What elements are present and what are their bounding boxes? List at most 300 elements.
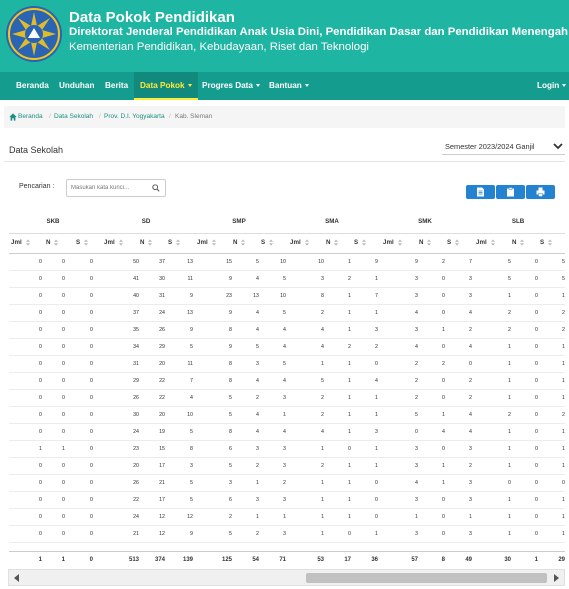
total-cell-smk-jml: 57 (411, 557, 418, 563)
table-cell-sd-jml: 30 (133, 412, 139, 418)
table-cell-skb-s: 0 (90, 259, 93, 265)
table-cell-sma-s: 1 (375, 395, 378, 401)
table-row[interactable] (9, 458, 565, 475)
table-cell-skb-jml: 0 (39, 259, 42, 265)
table-cell-skb-n: 0 (62, 259, 65, 265)
table-cell-skb-n: 0 (62, 395, 65, 401)
table-cell-skb-s: 0 (90, 429, 93, 435)
table-cell-skb-s: 0 (90, 344, 93, 350)
total-cell-sd-jml: 513 (128, 557, 139, 563)
table-cell-sd-s: 4 (190, 395, 193, 401)
column-header-slb-s[interactable] (540, 239, 553, 246)
total-cell-skb-n: 1 (61, 557, 65, 563)
table-cell-sma-jml: 4 (321, 344, 324, 350)
nav-bantuan[interactable] (269, 72, 309, 100)
table-cell-sma-jml: 2 (321, 463, 324, 469)
sort-icon (25, 239, 31, 246)
table-cell-smp-jml: 3 (229, 480, 232, 486)
table-cell-smp-jml: 6 (229, 446, 232, 452)
table-cell-slb-n: 0 (535, 293, 538, 299)
table-cell-slb-jml: 1 (508, 463, 511, 469)
table-cell-smk-s: 4 (469, 412, 472, 418)
column-header-label: N (140, 239, 145, 247)
table-cell-smk-jml: 3 (415, 327, 418, 333)
site-header (0, 0, 569, 72)
table-cell-smp-n: 4 (256, 327, 259, 333)
table-cell-slb-jml: 1 (508, 531, 511, 537)
chevron-down-icon (256, 84, 260, 87)
nav-progres-data[interactable] (202, 72, 260, 100)
column-header-label: S (261, 239, 266, 247)
breadcrumb-provinsi[interactable]: Prov. D.I. Yogyakarta (104, 113, 165, 120)
table-cell-skb-jml: 0 (39, 310, 42, 316)
table-cell-skb-n: 0 (62, 293, 65, 299)
table-cell-skb-s: 0 (90, 361, 93, 367)
search-input[interactable] (71, 182, 149, 194)
table-row[interactable] (9, 475, 565, 492)
table-cell-slb-n: 0 (535, 446, 538, 452)
chevron-down-icon (562, 84, 566, 87)
section-divider (4, 161, 565, 162)
column-header-smk-jml[interactable] (383, 239, 403, 246)
table-cell-smk-n: 0 (442, 293, 445, 299)
table-cell-slb-n: 0 (535, 361, 538, 367)
table-cell-sd-jml: 26 (133, 480, 139, 486)
table-cell-skb-jml: 0 (39, 531, 42, 537)
table-cell-slb-s: 2 (562, 327, 565, 333)
table-cell-smk-n: 0 (442, 531, 445, 537)
table-cell-skb-n: 0 (62, 327, 65, 333)
table-cell-skb-s: 0 (90, 310, 93, 316)
table-cell-slb-n: 0 (535, 276, 538, 282)
table-cell-sd-n: 20 (159, 412, 165, 418)
table-cell-sd-n: 22 (159, 378, 165, 384)
scroll-left-arrow-icon[interactable] (14, 574, 19, 582)
table-row[interactable] (9, 526, 565, 543)
column-header-slb-jml[interactable] (476, 239, 496, 246)
table-cell-sd-s: 5 (190, 429, 193, 435)
table-cell-slb-n: 0 (535, 463, 538, 469)
table-cell-sd-s: 5 (190, 497, 193, 503)
table-cell-sma-s: 1 (375, 412, 378, 418)
column-header-label: Jml (197, 239, 208, 247)
table-cell-sd-s: 9 (190, 293, 193, 299)
table-cell-slb-s: 2 (562, 412, 565, 418)
table-cell-smp-n: 1 (256, 514, 259, 520)
table-cell-sma-n: 1 (348, 463, 351, 469)
table-cell-sd-s: 12 (187, 514, 193, 520)
table-cell-slb-jml: 1 (508, 293, 511, 299)
table-cell-skb-n: 0 (62, 463, 65, 469)
table-cell-sma-s: 7 (375, 293, 378, 299)
table-cell-slb-jml: 1 (508, 446, 511, 452)
column-header-label: Jml (476, 239, 487, 247)
chevron-down-icon (553, 142, 563, 150)
table-cell-smp-jml: 15 (226, 259, 232, 265)
total-cell-smp-jml: 125 (221, 557, 232, 563)
semester-selected-value: Semester 2023/2024 Ganjil (445, 142, 535, 151)
table-cell-smp-n: 4 (256, 276, 259, 282)
column-header-smk-n[interactable] (419, 239, 432, 246)
table-cell-smp-jml: 9 (229, 310, 232, 316)
table-cell-smk-n: 0 (442, 378, 445, 384)
table-cell-skb-jml: 0 (39, 412, 42, 418)
table-cell-sma-s: 1 (375, 531, 378, 537)
total-cell-sma-s: 36 (371, 557, 378, 563)
table-cell-smp-s: 1 (283, 412, 286, 418)
table-row[interactable] (9, 356, 565, 373)
sort-icon (547, 239, 553, 246)
table-cell-skb-s: 0 (90, 480, 93, 486)
table-cell-skb-s: 0 (90, 531, 93, 537)
breadcrumb-data-sekolah[interactable]: Data Sekolah (54, 113, 94, 120)
column-header-slb-n[interactable] (512, 239, 525, 246)
table-cell-smk-n: 0 (442, 310, 445, 316)
search-label: Pencarian : (19, 183, 55, 190)
column-header-label: N (46, 239, 51, 247)
table-cell-smk-s: 2 (469, 378, 472, 384)
table-cell-smk-s: 2 (469, 395, 472, 401)
column-header-sma-jml[interactable] (290, 239, 310, 246)
column-header-skb-n[interactable] (46, 239, 59, 246)
table-cell-smk-jml: 3 (415, 463, 418, 469)
table-row[interactable] (9, 305, 565, 322)
total-cell-smk-n: 8 (441, 557, 445, 563)
column-header-label: N (419, 239, 424, 247)
breadcrumb-beranda[interactable]: Beranda (18, 113, 43, 120)
table-cell-slb-s: 1 (562, 344, 565, 350)
total-cell-sma-n: 17 (344, 557, 351, 563)
breadcrumb-kabupaten: Kab. Sleman (175, 113, 213, 120)
table-cell-skb-s: 0 (90, 514, 93, 520)
table-cell-smk-s: 3 (469, 446, 472, 452)
column-header-smp-n[interactable] (233, 239, 246, 246)
table-cell-sd-n: 37 (159, 259, 165, 265)
table-cell-smp-jml: 5 (229, 463, 232, 469)
table-cell-skb-s: 0 (90, 446, 93, 452)
table-cell-sd-jml: 21 (133, 531, 139, 537)
table-cell-smp-s: 2 (283, 480, 286, 486)
table-cell-sma-n: 1 (348, 480, 351, 486)
table-cell-sd-n: 12 (159, 531, 165, 537)
table-cell-slb-jml: 2 (508, 327, 511, 333)
table-cell-sma-n: 1 (348, 395, 351, 401)
table-cell-sma-n: 1 (348, 361, 351, 367)
column-header-sd-n[interactable] (140, 239, 153, 246)
table-cell-sd-jml: 23 (133, 446, 139, 452)
table-row[interactable] (9, 441, 565, 458)
table-cell-slb-n: 0 (535, 395, 538, 401)
table-cell-sma-n: 1 (348, 497, 351, 503)
table-cell-smp-s: 3 (283, 531, 286, 537)
table-cell-smp-s: 3 (283, 463, 286, 469)
table-cell-skb-s: 0 (90, 497, 93, 503)
table-cell-smk-s: 0 (469, 361, 472, 367)
table-cell-smk-n: 1 (442, 463, 445, 469)
table-row[interactable] (9, 271, 565, 288)
column-header-smk-s[interactable] (447, 239, 460, 246)
column-header-smp-jml[interactable] (197, 239, 217, 246)
table-cell-sma-jml: 1 (321, 361, 324, 367)
table-cell-sma-jml: 2 (321, 412, 324, 418)
table-cell-skb-jml: 0 (39, 276, 42, 282)
table-row[interactable] (9, 373, 565, 390)
table-cell-sd-s: 5 (190, 344, 193, 350)
table-cell-slb-s: 1 (562, 361, 565, 367)
table-cell-sma-n: 2 (348, 276, 351, 282)
table-cell-smk-s: 4 (469, 344, 472, 350)
table-cell-slb-jml: 1 (508, 514, 511, 520)
table-cell-sma-n: 1 (348, 378, 351, 384)
group-header-sma: SMA (325, 218, 339, 225)
scroll-right-arrow-icon[interactable] (554, 574, 559, 582)
sort-icon (304, 239, 310, 246)
table-cell-slb-n: 0 (535, 412, 538, 418)
table-cell-smp-jml: 5 (229, 395, 232, 401)
table-row[interactable] (9, 254, 565, 271)
table-cell-skb-s: 0 (90, 327, 93, 333)
table-row[interactable] (9, 492, 565, 509)
section-title: Data Sekolah (9, 145, 64, 155)
column-header-label: S (168, 239, 173, 247)
table-cell-sma-s: 2 (375, 344, 378, 350)
table-cell-smk-s: 3 (469, 480, 472, 486)
table-row[interactable] (9, 322, 565, 339)
table-cell-smk-s: 2 (469, 327, 472, 333)
column-header-smp-s[interactable] (261, 239, 274, 246)
table-cell-sma-jml: 1 (321, 480, 324, 486)
table-cell-sd-n: 26 (159, 327, 165, 333)
table-cell-smk-s: 3 (469, 276, 472, 282)
sort-icon (397, 239, 403, 246)
print-button[interactable] (526, 185, 555, 199)
table-cell-slb-n: 0 (535, 480, 538, 486)
table-cell-smp-n: 4 (256, 378, 259, 384)
directorate-name: Direktorat Jenderal Pendidikan Anak Usia Dini, Pendidikan Dasar dan Pendidikan Menengah (69, 26, 569, 38)
table-cell-sma-s: 0 (375, 480, 378, 486)
table-cell-sd-n: 19 (159, 429, 165, 435)
table-cell-sma-n: 1 (348, 293, 351, 299)
table-cell-sd-s: 10 (187, 412, 193, 418)
sort-icon (211, 239, 217, 246)
column-header-sd-jml[interactable] (104, 239, 124, 246)
table-cell-slb-n: 0 (535, 344, 538, 350)
table-cell-slb-s: 1 (562, 429, 565, 435)
table-cell-smk-jml: 4 (415, 310, 418, 316)
table-cell-smk-s: 1 (469, 514, 472, 520)
table-cell-smp-n: 13 (253, 293, 259, 299)
nav-login-label: Login (537, 81, 560, 90)
table-cell-smp-jml: 8 (229, 361, 232, 367)
table-cell-smk-jml: 9 (415, 259, 418, 265)
table-cell-sma-s: 0 (375, 514, 378, 520)
table-cell-skb-n: 0 (62, 361, 65, 367)
site-title: Data Pokok Pendidikan (69, 9, 235, 26)
table-cell-smp-jml: 23 (226, 293, 232, 299)
home-icon (9, 113, 17, 121)
table-row[interactable] (9, 288, 565, 305)
table-cell-sd-jml: 34 (133, 344, 139, 350)
table-cell-sd-s: 9 (190, 531, 193, 537)
table-cell-smk-jml: 2 (415, 361, 418, 367)
table-cell-sma-n: 1 (348, 259, 351, 265)
sort-icon (426, 239, 432, 246)
column-header-sma-s[interactable] (354, 239, 367, 246)
table-cell-sd-s: 11 (187, 361, 193, 367)
table-cell-smp-jml: 2 (229, 514, 232, 520)
table-cell-skb-n: 1 (62, 446, 65, 452)
table-cell-sma-s: 1 (375, 276, 378, 282)
nav-login[interactable] (537, 72, 566, 100)
table-cell-smk-s: 3 (469, 531, 472, 537)
clipboard-icon (506, 187, 515, 197)
table-cell-sma-n: 0 (348, 446, 351, 452)
table-cell-skb-n: 0 (62, 514, 65, 520)
table-cell-sd-jml: 20 (133, 463, 139, 469)
table-cell-slb-n: 0 (535, 310, 538, 316)
table-cell-skb-n: 0 (62, 531, 65, 537)
breadcrumb-separator: / (49, 113, 51, 120)
table-cell-slb-s: 1 (562, 497, 565, 503)
table-cell-slb-s: 5 (562, 276, 565, 282)
table-cell-slb-n: 0 (535, 259, 538, 265)
table-cell-sma-jml: 10 (318, 259, 324, 265)
table-cell-skb-s: 0 (90, 378, 93, 384)
table-row[interactable] (9, 424, 565, 441)
ministry-logo-icon[interactable] (4, 4, 64, 64)
sort-icon (490, 239, 496, 246)
table-cell-smp-s: 5 (283, 310, 286, 316)
table-cell-smp-s: 10 (280, 259, 286, 265)
table-row[interactable] (9, 390, 565, 407)
table-cell-smk-jml: 3 (415, 276, 418, 282)
table-cell-sma-s: 9 (375, 259, 378, 265)
table-cell-smp-n: 4 (256, 412, 259, 418)
nav-data-pokok[interactable] (134, 72, 198, 100)
export-pdf-button[interactable] (466, 185, 495, 199)
table-cell-skb-n: 0 (62, 429, 65, 435)
table-cell-smk-n: 0 (442, 497, 445, 503)
table-cell-sma-n: 1 (348, 327, 351, 333)
column-header-label: Jml (383, 239, 394, 247)
table-cell-slb-jml: 5 (508, 276, 511, 282)
search-icon[interactable] (152, 184, 160, 192)
table-cell-sma-jml: 1 (321, 497, 324, 503)
table-row[interactable] (9, 339, 565, 356)
table-cell-skb-jml: 0 (39, 293, 42, 299)
column-header-sma-n[interactable] (326, 239, 339, 246)
total-cell-slb-n: 1 (534, 557, 538, 563)
table-cell-smp-n: 5 (256, 259, 259, 265)
sort-icon (147, 239, 153, 246)
column-header-sd-s[interactable] (168, 239, 181, 246)
column-header-label: S (447, 239, 452, 247)
table-cell-sd-n: 31 (159, 293, 165, 299)
table-cell-skb-jml: 0 (39, 429, 42, 435)
table-cell-sma-n: 0 (348, 531, 351, 537)
table-cell-slb-jml: 1 (508, 344, 511, 350)
table-cell-smk-n: 0 (442, 344, 445, 350)
table-horizontal-scrollbar[interactable] (8, 569, 565, 586)
table-cell-sma-jml: 4 (321, 429, 324, 435)
column-header-label: S (76, 239, 81, 247)
export-excel-button[interactable] (496, 185, 525, 199)
table-cell-smp-s: 3 (283, 446, 286, 452)
nav-data-pokok-label: Data Pokok (140, 81, 185, 90)
table-cell-sma-jml: 1 (321, 531, 324, 537)
table-row[interactable] (9, 407, 565, 424)
total-cell-skb-jml: 1 (38, 557, 42, 563)
table-row[interactable] (9, 509, 565, 526)
table-cell-slb-n: 0 (535, 327, 538, 333)
table-cell-slb-jml: 0 (508, 480, 511, 486)
school-data-table (9, 214, 565, 569)
table-cell-slb-s: 5 (562, 259, 565, 265)
nav-unduhan[interactable]: Unduhan (59, 81, 95, 90)
table-cell-smk-jml: 3 (415, 293, 418, 299)
table-cell-skb-n: 0 (62, 276, 65, 282)
table-cell-slb-jml: 5 (508, 259, 511, 265)
table-cell-smk-jml: 0 (415, 429, 418, 435)
table-cell-slb-jml: 2 (508, 310, 511, 316)
table-cell-smk-n: 2 (442, 259, 445, 265)
table-cell-smp-jml: 8 (229, 429, 232, 435)
column-header-label: N (233, 239, 238, 247)
sort-icon (268, 239, 274, 246)
table-cell-sd-jml: 50 (133, 259, 139, 265)
table-cell-skb-jml: 0 (39, 463, 42, 469)
table-cell-sd-jml: 31 (133, 361, 139, 367)
table-cell-sma-s: 1 (375, 446, 378, 452)
table-cell-smk-jml: 1 (415, 514, 418, 520)
nav-beranda[interactable]: Beranda (16, 81, 49, 90)
table-cell-smk-jml: 5 (415, 412, 418, 418)
sort-icon (240, 239, 246, 246)
column-header-skb-jml[interactable] (11, 239, 31, 246)
table-cell-smp-s: 1 (283, 514, 286, 520)
table-cell-sd-n: 15 (159, 446, 165, 452)
table-cell-sd-n: 22 (159, 395, 165, 401)
table-cell-sd-n: 21 (159, 480, 165, 486)
table-cell-sma-s: 1 (375, 463, 378, 469)
table-cell-sd-n: 17 (159, 463, 165, 469)
semester-select[interactable] (442, 139, 565, 155)
table-cell-smk-jml: 2 (415, 378, 418, 384)
total-cell-slb-jml: 30 (504, 557, 511, 563)
column-header-skb-s[interactable] (76, 239, 89, 246)
table-cell-sma-n: 1 (348, 412, 351, 418)
file-icon (476, 187, 485, 197)
nav-berita[interactable]: Berita (105, 81, 129, 90)
table-cell-smp-n: 5 (256, 344, 259, 350)
table-cell-sd-n: 24 (159, 310, 165, 316)
table-cell-skb-s: 0 (90, 293, 93, 299)
table-cell-smp-jml: 9 (229, 344, 232, 350)
table-cell-smp-n: 2 (256, 395, 259, 401)
group-header-sd: SD (141, 218, 151, 225)
table-cell-slb-jml: 1 (508, 497, 511, 503)
scrollbar-thumb[interactable] (306, 573, 547, 583)
nav-bantuan-label: Bantuan (269, 81, 302, 90)
table-cell-smk-s: 4 (469, 310, 472, 316)
table-cell-sd-s: 5 (190, 480, 193, 486)
total-cell-sd-n: 374 (154, 557, 165, 563)
table-cell-smk-n: 1 (442, 327, 445, 333)
table-cell-skb-jml: 0 (39, 514, 42, 520)
table-cell-smk-jml: 3 (415, 497, 418, 503)
table-cell-smp-n: 2 (256, 463, 259, 469)
column-header-label: N (512, 239, 517, 247)
